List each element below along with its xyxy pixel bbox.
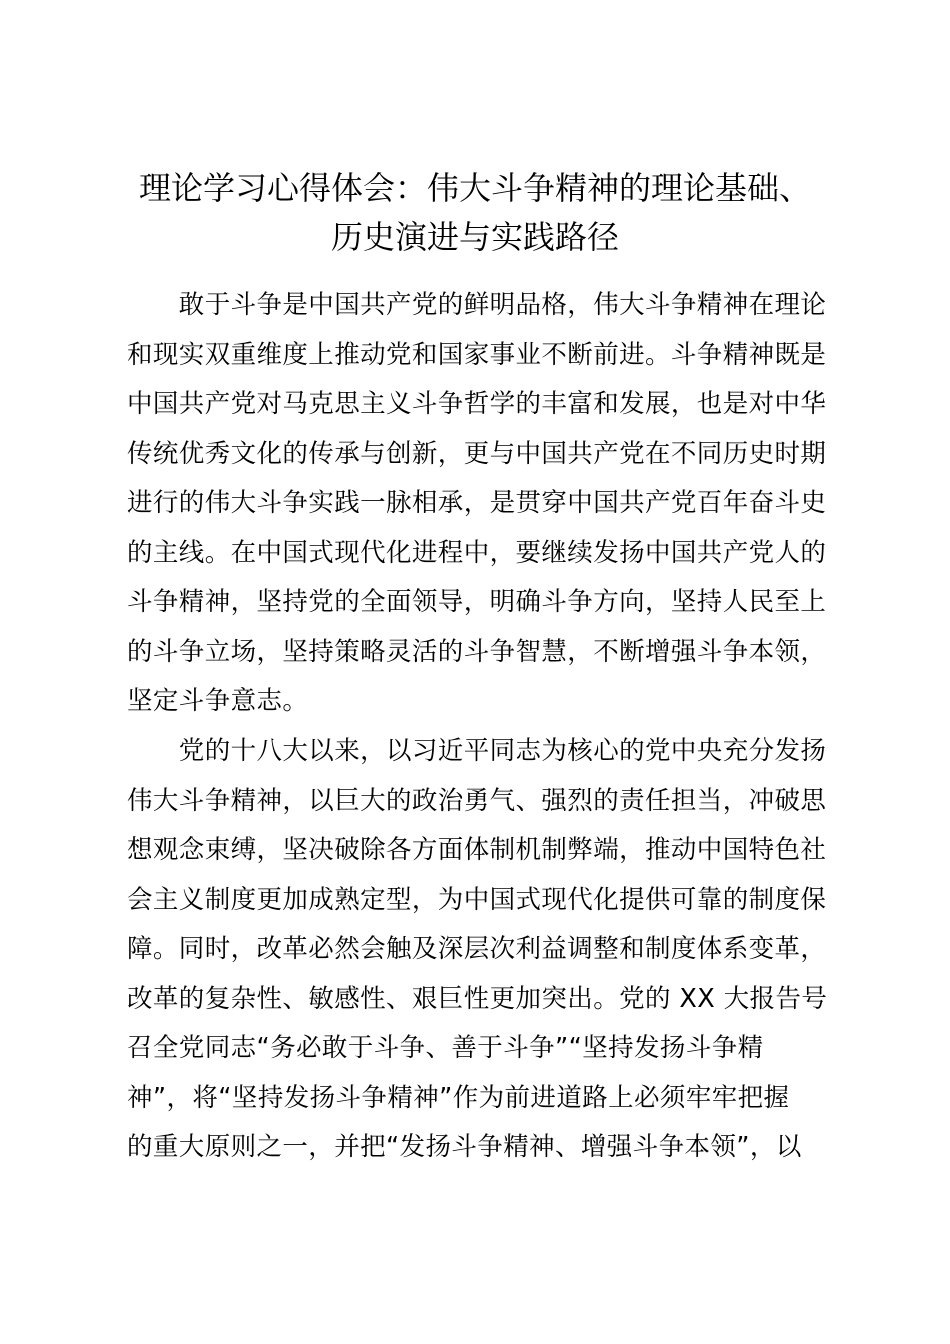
paragraph-line: 斗争精神，坚持党的全面领导，明确斗争方向，坚持人民至上 — [127, 587, 827, 617]
paragraph-line: 传统优秀文化的传承与创新，更与中国共产党在不同历史时期 — [127, 438, 827, 469]
body-paragraph-1 — [127, 281, 833, 727]
paragraph-line: 召全党同志“务必敢于斗争、善于斗争”“坚持发扬斗争精 — [127, 1033, 764, 1063]
paragraph-line: 和现实双重维度上推动党和国家事业不断前进。斗争精神既是 — [127, 339, 827, 370]
paragraph-line: 的重大原则之一，并把“发扬斗争精神、增强斗争本领”，以 — [127, 1132, 802, 1162]
paragraph-line: 神”，将“坚持发扬斗争精神”作为前进道路上必须牢牢把握 — [127, 1082, 790, 1113]
paragraph-line: 的斗争立场，坚持策略灵活的斗争智慧，不断增强斗争本领， — [127, 636, 827, 667]
paragraph-line: 伟大斗争精神，以巨大的政治勇气、强烈的责任担当，冲破思 — [127, 785, 827, 816]
paragraph-line: 党的十八大以来，以习近平同志为核心的党中央充分发扬 — [127, 736, 827, 766]
paragraph-line: 想观念束缚，坚决破除各方面体制机制弊端，推动中国特色社 — [127, 835, 827, 865]
paragraph-line: 改革的复杂性、敏感性、艰巨性更加突出。党的 XX 大报告号 — [127, 983, 828, 1014]
document-title-line-1: 理论学习心得体会：伟大斗争精神的理论基础、 — [138, 169, 811, 207]
paragraph-line: 敢于斗争是中国共产党的鲜明品格，伟大斗争精神在理论 — [127, 290, 827, 320]
paragraph-line: 障。同时，改革必然会触及深层次利益调整和制度体系变革， — [127, 934, 827, 964]
paragraph-line: 会主义制度更加成熟定型，为中国式现代化提供可靠的制度保 — [127, 884, 827, 915]
paragraph-line: 坚定斗争意志。 — [127, 686, 309, 716]
document-title-line-2: 历史演进与实践路径 — [330, 218, 619, 256]
paragraph-line: 的主线。在中国式现代化进程中，要继续发扬中国共产党人的 — [127, 537, 827, 568]
body-paragraph-2 — [127, 727, 833, 1173]
paragraph-line: 进行的伟大斗争实践一脉相承，是贯穿中国共产党百年奋斗史 — [127, 488, 827, 518]
paragraph-line: 中国共产党对马克思主义斗争哲学的丰富和发展，也是对中华 — [127, 389, 827, 419]
